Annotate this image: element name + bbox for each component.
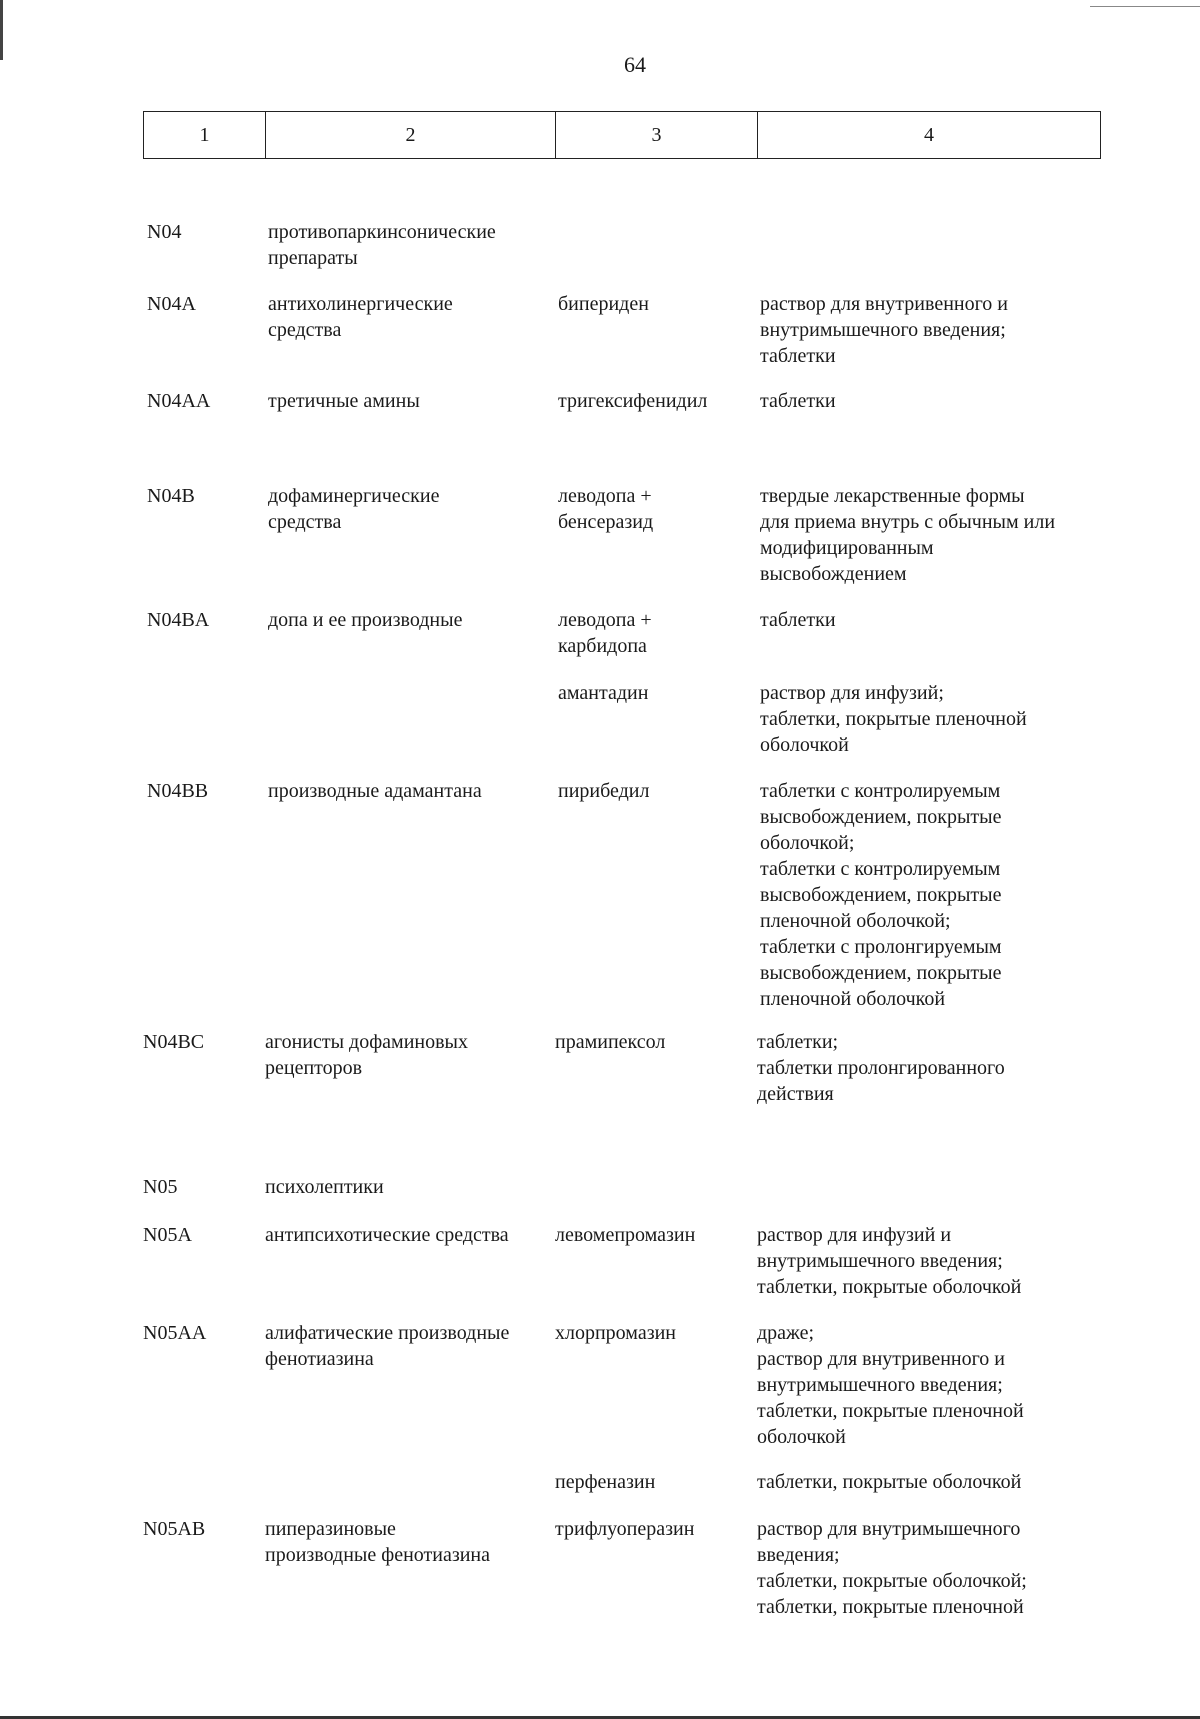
atc-code: N04BC xyxy=(143,1031,205,1053)
substance-name: прамипексол xyxy=(555,1031,666,1053)
atc-code: N05AB xyxy=(143,1518,206,1540)
pharmacological-group: психолептики xyxy=(265,1176,384,1198)
pharmacological-group: агонисты дофаминовых рецепторов xyxy=(265,1031,468,1079)
column-header-1: 1 xyxy=(144,112,266,158)
atc-code: N04BA xyxy=(147,609,210,631)
substance-name: амантадин xyxy=(558,682,649,704)
substance-name: леводопа + карбидопа xyxy=(558,609,652,657)
substance-name: перфеназин xyxy=(555,1471,656,1493)
dosage-forms: таблетки, покрытые оболочкой xyxy=(757,1471,1022,1493)
column-header-2: 2 xyxy=(266,112,556,158)
dosage-forms: раствор для инфузий; таблетки, покрытые пленочной оболочкой xyxy=(760,682,1027,756)
column-header-4: 4 xyxy=(924,123,934,146)
page-number: 64 xyxy=(624,52,646,77)
atc-code: N05A xyxy=(143,1224,192,1246)
pharmacological-group: третичные амины xyxy=(268,390,420,412)
pharmacological-group: пиперазиновые производные фенотиазина xyxy=(265,1518,491,1566)
column-header-row xyxy=(143,111,1101,159)
scan-edge-top xyxy=(1090,6,1200,7)
dosage-forms: таблетки xyxy=(760,609,836,631)
scan-edge-left xyxy=(0,0,3,60)
pharmacological-group: алифатические производные фенотиазина xyxy=(265,1322,510,1370)
substance-name: тригексифенидил xyxy=(558,390,708,412)
dosage-forms: раствор для инфузий и внутримышечного введения; таблетки, покрытые оболочкой xyxy=(757,1224,1022,1298)
pharmacological-group: противопаркинсонические препараты xyxy=(268,221,496,269)
atc-code: N04A xyxy=(147,293,196,315)
pharmacological-group: допа и ее производные xyxy=(268,609,463,631)
substance-name: трифлуоперазин xyxy=(555,1518,695,1540)
substance-name: пирибедил xyxy=(558,780,650,802)
atc-code: N04B xyxy=(147,485,195,507)
substance-name: бипериден xyxy=(558,293,649,315)
dosage-forms: таблетки xyxy=(760,390,836,412)
dosage-forms: раствор для внутримышечного введения; таблетки, покрытые оболочкой; таблетки, покрытые пленочной xyxy=(757,1518,1027,1618)
column-header-3: 3 xyxy=(556,112,758,158)
atc-code: N05AA xyxy=(143,1322,207,1344)
substance-name: хлорпромазин xyxy=(555,1322,677,1344)
atc-code: N04AA xyxy=(147,390,211,412)
dosage-forms: твердые лекарственные формы для приема внутрь с обычным или модифицированным высвобождением xyxy=(760,485,1056,585)
atc-code: N04 xyxy=(147,221,182,243)
dosage-forms: таблетки с контролируемым высвобождением, покрытые оболочкой; таблетки с контролируемым высвобождением, покрытые пленочной оболочкой; таблетки с пролонгируемым высвобождением, покрытые пленочной оболочкой xyxy=(760,780,1002,1010)
substance-name: левомепромазин xyxy=(555,1224,696,1246)
atc-code: N05 xyxy=(143,1176,178,1198)
pharmacological-group: дофаминергические средства xyxy=(268,485,440,533)
dosage-forms: драже; раствор для внутривенного и внутримышечного введения; таблетки, покрытые пленочной оболочкой xyxy=(757,1322,1024,1448)
dosage-forms: раствор для внутривенного и внутримышечного введения; таблетки xyxy=(760,293,1009,367)
pharmacological-group: антихолинергические средства xyxy=(268,293,453,341)
atc-code: N04BB xyxy=(147,780,209,802)
dosage-forms: таблетки; таблетки пролонгированного действия xyxy=(757,1031,1005,1105)
pharmacological-group: производные адамантана xyxy=(268,780,482,802)
pharmacological-group: антипсихотические средства xyxy=(265,1224,509,1246)
substance-name: леводопа + бенсеразид xyxy=(558,485,654,533)
